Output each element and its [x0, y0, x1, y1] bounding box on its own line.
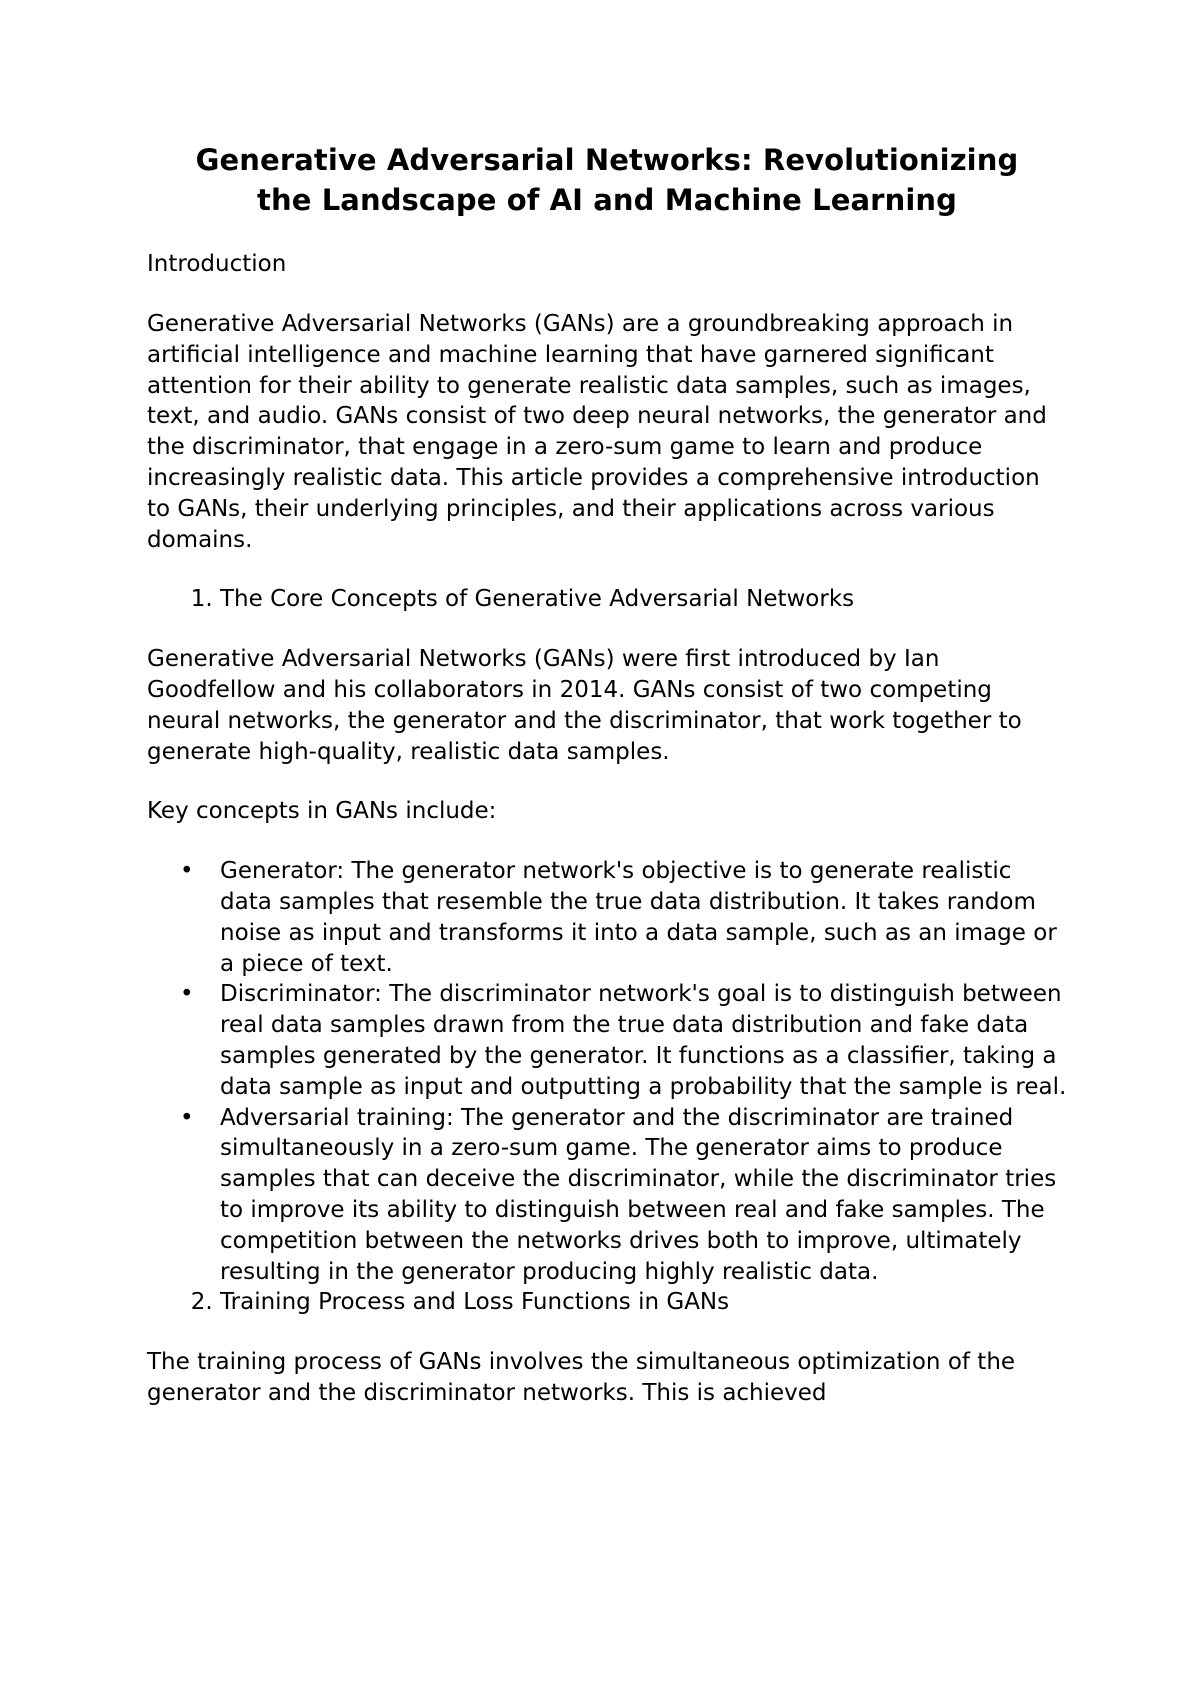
list-item: [180, 856, 1067, 979]
title-line-2: the Landscape of AI and Machine Learning: [257, 183, 957, 217]
list-item-text: Discriminator: The discriminator network's goal is to distinguish between real data samples drawn from the true data distribution and fake data samples generated by the generator. It functions as a classifier, taking a data sample as input and outputting a probability that the sample is real.: [220, 981, 1067, 1100]
intro-paragraph: Generative Adversarial Networks (GANs) are a groundbreaking approach in artificial intelligence and machine learning that have garnered significant attention for their ability to generate realistic data samples, such as images, text, and audio. GANs consist of two deep neural networks, the generator and the discriminator, that engage in a zero-sum game to learn and produce increasingly realistic data. This article provides a comprehensive introduction to GANs, their underlying principles, and their applications across various domains.: [147, 311, 1047, 553]
section-2-paragraph: The training process of GANs involves the simultaneous optimization of the generator and the discriminator networks. This is achieved: [147, 1349, 1016, 1406]
list-item-text: Adversarial training: The generator and the discriminator are trained simultaneously in a zero-sum game. The generator aims to produce samples that can deceive the discriminator, while the discriminator tries to improve its ability to distinguish between real and fake samples. The competition between the networks drives both to improve, ultimately resulting in the generator producing highly realistic data.: [220, 1104, 1057, 1285]
bullet-marker: •: [180, 1104, 194, 1131]
section-2-heading: 2. Training Process and Loss Functions in GANs: [220, 1287, 1067, 1318]
list-item: [180, 979, 1067, 1102]
bullet-marker: •: [180, 858, 194, 885]
title-line-1: Generative Adversarial Networks: Revolutionizing: [195, 143, 1019, 177]
key-concepts-intro: Key concepts in GANs include:: [147, 798, 497, 825]
document-title: [147, 140, 1067, 220]
intro-heading: Introduction: [147, 251, 287, 277]
section-1-heading-list: [147, 584, 1067, 615]
list-item-text: Generator: The generator network's objective is to generate realistic data samples that resemble the true data distribution. It takes random noise as input and transforms it into a data sample, such as an image or a piece of text.: [220, 858, 1057, 977]
document-page: [147, 140, 1067, 1409]
bullet-marker: •: [180, 981, 194, 1008]
key-concepts-list: [147, 856, 1067, 1287]
section-1-paragraph: Generative Adversarial Networks (GANs) were first introduced by Ian Goodfellow and his collaborators in 2014. GANs consist of two competing neural networks, the generator and the discriminator, that work together to generate high-quality, realistic data samples.: [147, 646, 1022, 765]
list-item: [180, 1103, 1067, 1288]
section-1-heading: 1. The Core Concepts of Generative Adversarial Networks: [220, 584, 1067, 615]
section-2-heading-list: [147, 1287, 1067, 1318]
